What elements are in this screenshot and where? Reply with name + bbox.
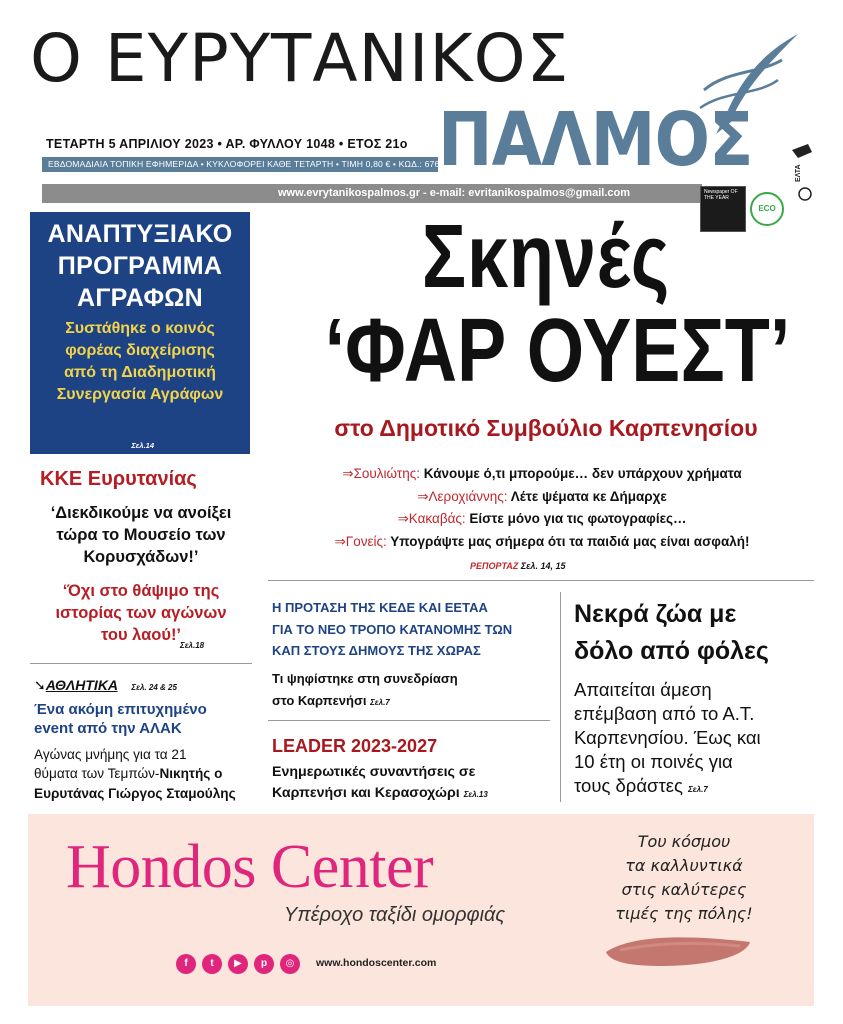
leader-body: Ενημερωτικές συναντήσεις σε Καρπενήσι και Κερασοχώρι Σελ.13 — [272, 764, 488, 802]
left-divider — [30, 663, 252, 664]
issue-date-line: ΤΕΤΑΡΤΗ 5 ΑΠΡΙΛΙΟΥ 2023 • ΑΡ. ΦΥΛΛΟΥ 1048 • ΕΤΟΣ 21ο — [46, 137, 408, 151]
athletics-body: Αγώνας μνήμης για τα 21 θύματα των Τεμπών-Νικητής ο Ευρυτάνας Γιώργος Σταμούλης — [34, 747, 236, 801]
column-divider — [560, 592, 561, 802]
athletics-page-ref: Σελ. 24 & 25 — [131, 683, 177, 692]
dead-animals-title[interactable]: Νεκρά ζώα με δόλο από φόλες — [574, 600, 769, 665]
main-headline-line2[interactable]: ‘ΦΑΡ ΟΥΕΣΤ’ — [324, 301, 791, 401]
athletics-section-header[interactable] — [34, 677, 177, 694]
hondos-center-logo: Hondos Center — [66, 833, 434, 901]
mid-divider — [268, 720, 550, 721]
masthead-title: Ο ΕΥΡΥΤΑΝΙΚΟΣ — [30, 20, 570, 97]
masthead-subtitle: ΠΑΛΜΟΣ — [438, 97, 753, 183]
kede-title[interactable]: Η ΠΡΟΤΑΣΗ ΤΗΣ ΚΕΔΕ ΚΑΙ ΕΕΤΑΑ ΓΙΑ ΤΟ ΝΕΟ ΤΡΟΠΟ ΚΑΤΑΝΟΜΗΣ ΤΩΝ ΚΑΠ ΣΤΟΥΣ ΔΗΜΟΥΣ ΤΗΣ ΧΩΡΑΣ — [272, 600, 513, 659]
dead-animals-body: Απαιτείται άμεση επέμβαση από το Α.Τ. Καρπενησίου. Έως και 10 έτη οι ποινές για τους δράστες Σελ.7 — [574, 679, 761, 797]
report-page-ref: ΡΕΠΟΡΤΑΖ Σελ. 14, 15 — [470, 561, 566, 571]
facebook-icon[interactable]: f — [176, 954, 196, 974]
list-item: ⇒Λεροχιάννης: Λέτε ψέματα κε Δήμαρχε — [417, 488, 667, 504]
kede-page-ref: Σελ.7 — [370, 698, 390, 708]
arrow-right-icon: ⇒ — [334, 534, 346, 550]
eco-badge: ECO — [750, 192, 784, 226]
ad-website-link[interactable]: www.hondoscenter.com — [316, 957, 437, 969]
twitter-icon[interactable]: t — [202, 954, 222, 974]
elta-postal-icon — [788, 142, 818, 206]
main-headline-line1[interactable]: Σκηνές — [421, 207, 671, 307]
agrafa-subtitle: Συστάθηκε ο κοινός φορέας διαχείρισης από τη Διαδημοτική Συνεργασία Αγράφων — [56, 320, 224, 404]
instagram-icon[interactable]: ◎ — [280, 954, 300, 974]
arrow-right-icon: ⇒ — [417, 488, 429, 504]
kke-quote: ‘Διεκδικούμε να ανοίξει τώρα το Μουσείο των Κορυσχάδων!’ — [50, 504, 232, 567]
pinterest-icon[interactable]: p — [254, 954, 274, 974]
main-divider — [268, 580, 814, 581]
kke-page-ref: Σελ.18 — [180, 641, 205, 650]
arrow-right-icon: ⇒ — [342, 466, 354, 481]
lipstick-swatch-icon — [600, 930, 756, 970]
masthead-info-strip: ΕΒΔΟΜΑΔΙΑΙΑ ΤΟΠΙΚΗ ΕΦΗΜΕΡΙΔΑ • ΚΥΚΛΟΦΟΡΕΙ ΚΑΘΕ ΤΕΤΑΡΤΗ • ΤΙΜΗ 0,80 € • ΚΩΔ.: 6763 — [42, 157, 438, 172]
social-icons — [176, 954, 306, 976]
athletics-title[interactable]: Ένα ακόμη επιτυχημένο event από την ΑΛΑΚ — [34, 701, 207, 738]
main-subheadline: στο Δημοτικό Συμβούλιο Καρπενησίου — [334, 415, 758, 441]
agrafa-page-ref: Σελ.14 — [131, 441, 154, 450]
dead-animals-page-ref: Σελ.7 — [688, 785, 708, 795]
newspaper-of-the-year-badge: Newspaper OF THE YEAR — [700, 186, 746, 232]
list-item: ⇒Σουλιώτης: Κάνουμε ό,τι μπορούμε… δεν υπάρχουν χρήματα — [342, 466, 742, 481]
list-item: ⇒Κακαβάς: Είστε μόνο για τις φωτογραφίες… — [397, 511, 687, 527]
kke-title[interactable]: ΚΚΕ Ευρυτανίας — [40, 468, 197, 490]
agrafa-program-box[interactable] — [30, 212, 250, 454]
ad-handwritten-slogan: Του κόσμου τα καλλυντικά στις καλύτερες τιμές της πόλης! — [615, 832, 753, 923]
leader-title[interactable]: LEADER 2023-2027 — [272, 736, 438, 756]
kede-body: Τι ψηφίστηκε στη συνεδρίαση στο Καρπενήσι Σελ.7 — [272, 671, 458, 709]
list-item: ⇒Γονείς: Υπογράψτε μας σήμερα ότι τα παιδιά μας είναι ασφαλή! — [334, 534, 750, 550]
agrafa-title: ΑΝΑΠΤΥΞΙΑΚΟ ΠΡΟΓΡΑΜΜΑ ΑΓΡΑΦΩΝ — [47, 220, 233, 312]
youtube-icon[interactable]: ▶ — [228, 954, 248, 974]
main-quote-list — [276, 463, 808, 554]
ad-tagline: Υπέροχο ταξίδι ομορφιάς — [284, 904, 506, 926]
website-email-bar[interactable]: www.evrytanikospalmos.gr - e-mail: evritanikospalmos@gmail.com — [42, 184, 702, 203]
athletics-label: ΑΘΛΗΤΙΚΑ — [45, 677, 118, 693]
arrow-down-right-icon: ➘ — [34, 677, 46, 693]
arrow-right-icon: ⇒ — [397, 511, 409, 527]
elta-label: ΕΛΤΑ — [795, 164, 802, 182]
kke-quote-secondary: ‘Όχι στο θάψιμο της ιστορίας των αγώνων του λαού!’ — [55, 582, 227, 645]
leader-page-ref: Σελ.13 — [463, 790, 488, 800]
